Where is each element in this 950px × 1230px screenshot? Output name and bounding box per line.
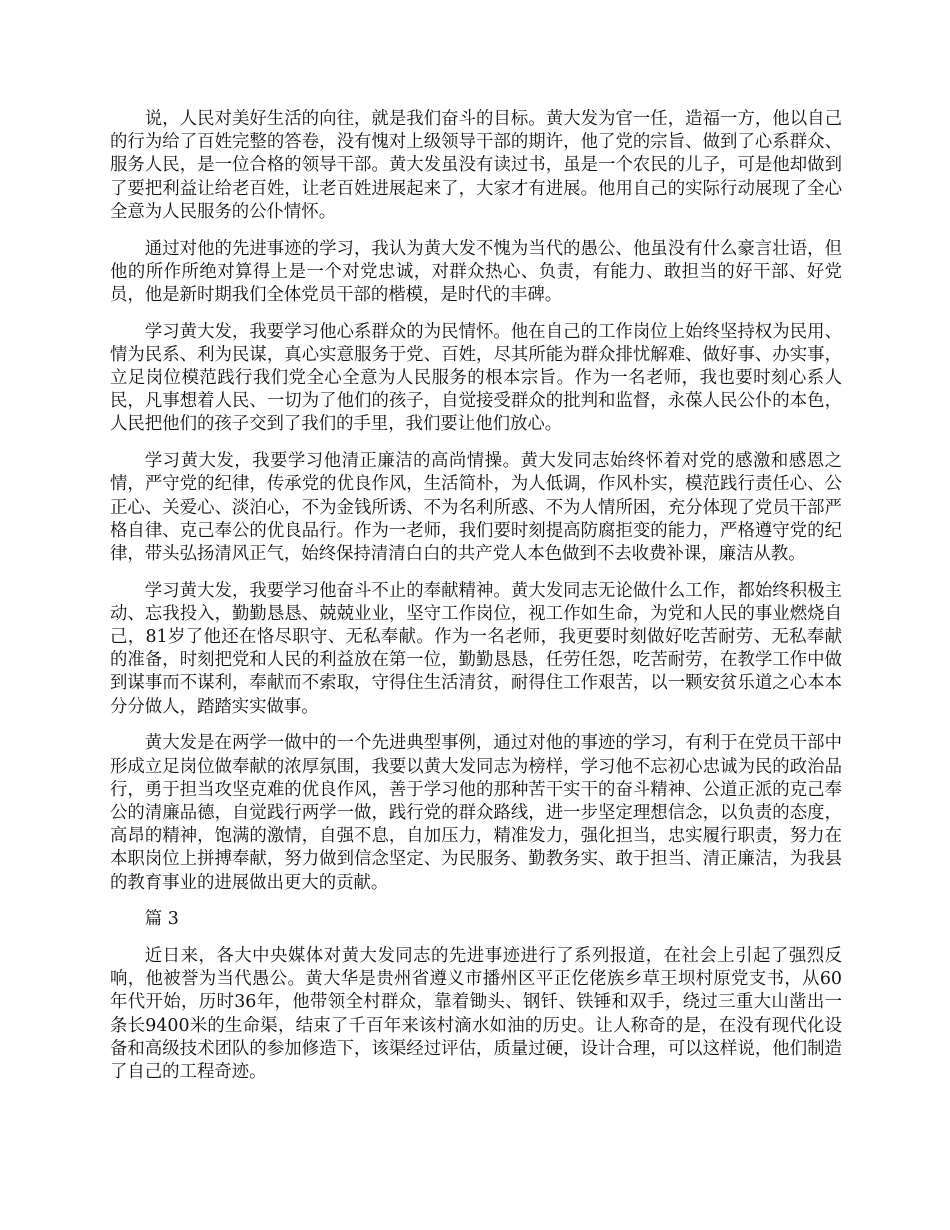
paragraph-4: 学习黄大发，我要学习他清正廉洁的高尚情操。黄大发同志始终怀着对党的感激和感恩之情，严守党的纪律，传承党的优良作风，生活简朴，为人低调，作风朴实，模范践行责任心、公正心、关爱心、淡泊心，不为金钱所诱、不为名利所惑、不为人情所困，充分体现了党员干部严格自律、克己奉公的优良品行。作为一老师，我们要时刻提高防腐拒变的能力，严格遵守党的纪律，带头弘扬清风正气，始终保持清清白白的共产党人本色做到不去收费补课，廉洁从教。 xyxy=(110,451,842,564)
paragraph-6: 黄大发是在两学一做中的一个先进典型事例，通过对他的事迹的学习，有利于在党员干部中形成立足岗位做奉献的浓厚氛围，我要以黄大发同志为榜样，学习他不忘初心忠诚为民的政治品行，勇于担当攻坚克难的优良作风，善于学习他的那种苦干实干的奋斗精神、公道正派的克己奉公的清廉品德，自觉践行两学一做，践行党的群众路线，进一步坚定理想信念，以负责的态度，高昂的精神，饱满的激情，自强不息，自加压力，精准发力，强化担当，忠实履行职责，努力在本职岗位上拼搏奉献，努力做到信念坚定、为民服务、勤教务实、敢于担当、清正廉洁，为我县的教育事业的进展做出更大的贡献。 xyxy=(110,733,842,893)
section-heading: 篇 3 xyxy=(144,909,179,930)
paragraph-2: 通过对他的先进事迹的学习，我认为黄大发不愧为当代的愚公、他虽没有什么豪言壮语，但他的所作所绝对算得上是一个对党忠诚，对群众热心、负责，有能力、敢担当的好干部、好党员，他是新时期我们全体党员干部的楷模，是时代的丰碑。 xyxy=(110,238,842,305)
paragraph-3: 学习黄大发，我要学习他心系群众的为民情怀。他在自己的工作岗位上始终坚持权为民用、情为民系、利为民谋，真心实意服务于党、百姓，尽其所能为群众排忧解难、做好事、办实事，立足岗位模范践行我们党全心全意为人民服务的根本宗旨。作为一名老师，我也要时刻心系人民，凡事想着人民、一切为了他们的孩子，自觉接受群众的批判和监督，永葆人民公仆的本色，人民把他们的孩子交到了我们的手里，我们要让他们放心。 xyxy=(110,321,842,435)
document-page xyxy=(110,108,842,1098)
paragraph-5: 学习黄大发，我要学习他奋斗不止的奉献精神。黄大发同志无论做什么工作，都始终积极主动、忘我投入，勤勤恳恳、兢兢业业，坚守工作岗位，视工作如生命，为党和人民的事业燃烧自己，81岁了他还在恪尽职守、无私奉献。作为一名老师，我更要时刻做好吃苦耐劳、无私奉献的准备，时刻把党和人民的利益放在第一位，勤勤恳恳，任劳任怨，吃苦耐劳，在教学工作中做到谋事而不谋利，奉献而不索取，守得住生活清贫，耐得住工作艰苦，以一颗安贫乐道之心本本分分做人，踏踏实实做事。 xyxy=(110,580,842,717)
paragraph-1: 说，人民对美好生活的向往，就是我们奋斗的目标。黄大发为官一任，造福一方，他以自己的行为给了百姓完整的答卷，没有愧对上级领导干部的期许，他了党的宗旨、做到了心系群众、服务人民，是一位合格的领导干部。黄大发虽没有读过书，虽是一个农民的儿子，可是他却做到了要把利益让给老百姓，让老百姓进展起来了，大家才有进展。他用自己的实际行动展现了全心全意为人民服务的公仆情怀。 xyxy=(110,109,842,222)
paragraph-7: 近日来，各大中央媒体对黄大发同志的先进事迹进行了系列报道，在社会上引起了强烈反响，他被誉为当代愚公。黄大华是贵州省遵义市播州区平正仡佬族乡草王坝村原党支书，从60年代开始，历时36年，他带领全村群众，靠着锄头、钢钎、铁锤和双手，绕过三重大山凿出一条长9400米的生命渠，结束了千百年来该村滴水如油的历史。让人称奇的是，在没有现代化设备和高级技术团队的参加修造下，该渠经过评估，质量过硬，设计合理，可以这样说，他们制造了自己的工程奇迹。 xyxy=(110,946,842,1083)
